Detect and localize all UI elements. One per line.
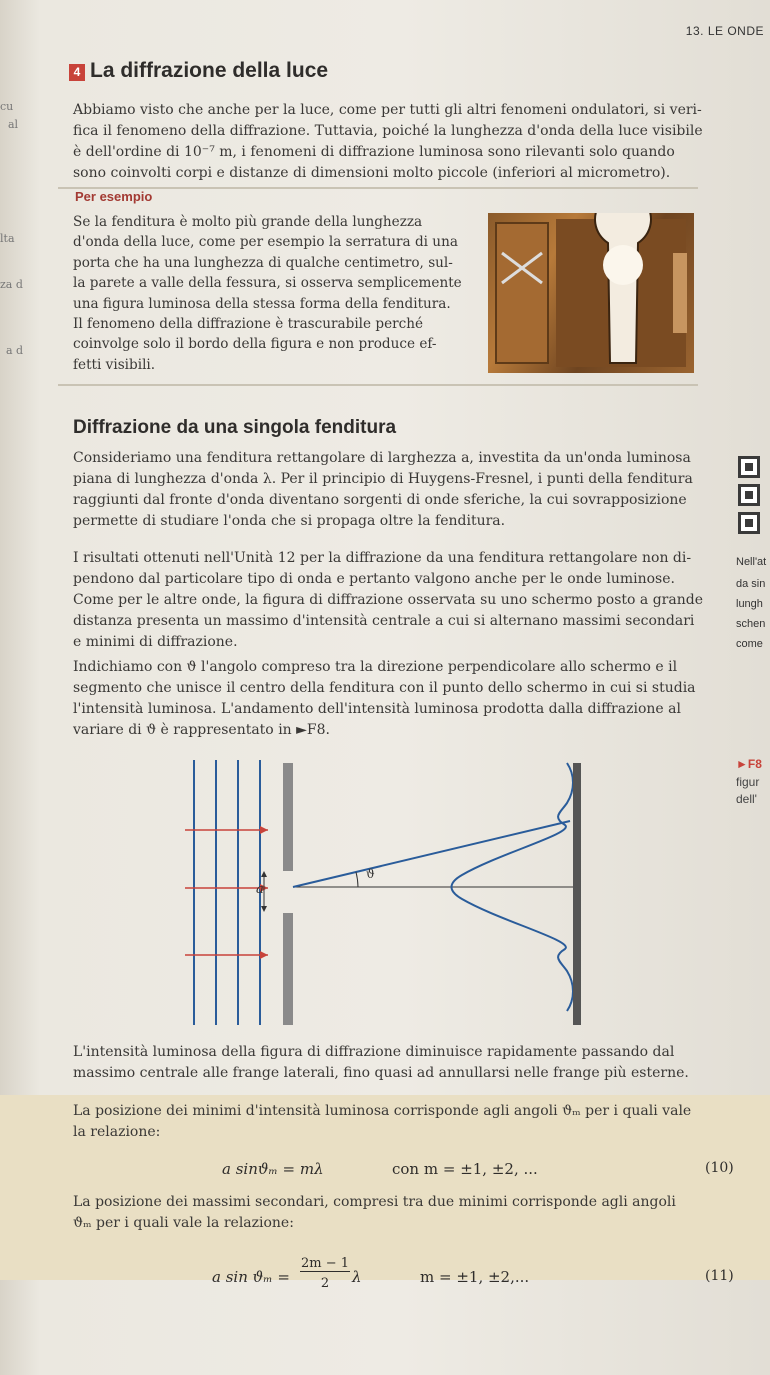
text-line: coinvolge solo il bordo della figura e non produce ef- [73, 336, 437, 353]
formula-maxima-condition: m = ±1, ±2,... [420, 1268, 530, 1286]
text-line: permette di studiare l'onda che si propaga oltre la fenditura. [73, 513, 506, 529]
diffraction-diagram [180, 755, 620, 1030]
figure-caption-line: dell' [736, 792, 757, 806]
section-title: La diffrazione della luce [90, 59, 329, 82]
qr-icon[interactable] [738, 512, 760, 534]
margin-fragment: al [8, 118, 19, 131]
chapter-header: 13. LE ONDE [685, 24, 764, 38]
text-line: I risultati ottenuti nell'Unità 12 per la diffrazione da una fenditura rettangolare non di- [73, 550, 692, 566]
text-line: e minimi di diffrazione. [73, 634, 238, 650]
figure-ref: ►F8 [736, 757, 762, 771]
equation-number: (11) [705, 1268, 734, 1284]
text-line: La posizione dei minimi d'intensità luminosa corrisponde agli angoli ϑₘ per i quali vale [73, 1103, 692, 1119]
text-line: variare di ϑ è rappresentato in ►F8. [73, 722, 330, 738]
formula-maxima-right: λ [352, 1268, 362, 1286]
text-line: ϑₘ per i quali vale la relazione: [73, 1215, 294, 1231]
screen [573, 763, 581, 1025]
side-note: da sin [736, 578, 766, 590]
formula-maxima-left: a sin ϑₘ = [212, 1268, 290, 1286]
side-note: Nell'at [736, 556, 767, 568]
margin-fragment: lta [0, 232, 15, 245]
side-note: schen [736, 618, 766, 630]
text-line: è dell'ordine di 10⁻⁷ m, i fenomeni di diffrazione luminosa sono rilevanti solo quando [73, 144, 675, 160]
text-line: d'onda della luce, come per esempio la serratura di una [73, 234, 458, 251]
keyhole-photo [488, 213, 694, 373]
text-line: la relazione: [73, 1124, 161, 1140]
text-line: Il fenomeno della diffrazione è trascurabile perché [73, 316, 424, 333]
formula-fraction-numerator: 2m − 1 [300, 1256, 350, 1271]
qr-icon[interactable] [738, 484, 760, 506]
paragraph-huygens [73, 448, 723, 532]
figure-caption-line: figur [736, 775, 760, 789]
text-line: Come per le altre onde, la figura di diffrazione osservata su uno schermo posto a grande [73, 592, 703, 608]
text-line: L'intensità luminosa della figura di diffrazione diminuisce rapidamente passando dal [73, 1044, 675, 1060]
formula-minima: a sinϑₘ = mλ [222, 1160, 324, 1178]
equation-number: (10) [705, 1160, 734, 1176]
text-line: la parete a valle della fessura, si osserva semplicemente [73, 275, 462, 292]
minima-text [73, 1101, 743, 1143]
subsection-title: Diffrazione da una singola fenditura [73, 417, 397, 438]
text-line: Indichiamo con ϑ l'angolo compreso tra la direzione perpendicolare allo schermo e il [73, 659, 678, 675]
text-line: una figura luminosa della stessa forma della fenditura. [73, 295, 451, 312]
margin-fragment: cu [0, 100, 14, 113]
text-line: distanza presenta un massimo d'intensità centrale a cui si alternano massimi secondari [73, 613, 695, 629]
maxima-text [73, 1192, 743, 1234]
text-line: Consideriamo una fenditura rettangolare di larghezza a, investita da un'onda luminosa [73, 450, 691, 466]
qr-icon[interactable] [738, 456, 760, 478]
barrier-bottom [283, 913, 293, 1025]
text-line: sono coinvolti corpi e distanze di dimensioni molto piccole (inferiori al micrometro). [73, 165, 671, 181]
text-line: segmento che unisce il centro della fenditura con il punto dello schermo in cui si studia [73, 680, 696, 696]
formula-fraction-denominator: 2 [320, 1276, 330, 1291]
text-line: Se la fenditura è molto più grande della lunghezza [73, 214, 423, 230]
text-line: raggiunti dal fronte d'onda diventano sorgenti di onde sferiche, la cui sovrapposizione [73, 492, 687, 508]
text-line: pendono dal particolare tipo di onda e pertanto valgono anche per le onde luminose. [73, 571, 675, 587]
side-note: lungh [736, 598, 763, 610]
keyhole-image [488, 213, 694, 373]
text-line: Abbiamo visto che anche per la luce, come per tutti gli altri fenomeni ondulatori, si veri- [73, 102, 702, 118]
text-line: l'intensità luminosa. L'andamento dell'intensità luminosa prodotta dalla diffrazione al [73, 701, 681, 717]
paragraph-intensity [73, 1042, 733, 1084]
formula-minima-condition: con m = ±1, ±2, ... [392, 1160, 538, 1178]
angle-ray [293, 821, 570, 887]
paragraph-angle [73, 657, 723, 741]
angle-label: ϑ [366, 867, 375, 881]
text-line: massimo centrale alle frange laterali, fino quasi ad annullarsi nelle frange più esterne. [73, 1065, 689, 1081]
text-line: fetti visibili. [73, 356, 156, 373]
barrier-top [283, 763, 293, 871]
text-line: piana di lunghezza d'onda λ. Per il principio di Huygens-Fresnel, i punti della fenditura [73, 471, 693, 487]
text-line: fica il fenomeno della diffrazione. Tuttavia, poiché la lunghezza d'onda della luce visibile [73, 123, 703, 139]
margin-fragment: za d [0, 278, 23, 291]
text-line: La posizione dei massimi secondari, compresi tra due minimi corrisponde agli angoli [73, 1194, 676, 1210]
slit-width-label: a [256, 882, 264, 897]
text-line: porta che ha una lunghezza di qualche centimetro, sul- [73, 254, 453, 271]
margin-fragment: a d [6, 344, 24, 357]
section-number-badge: 4 [69, 64, 85, 81]
paragraph-results [73, 548, 723, 653]
example-label: Per esempio [75, 189, 153, 204]
side-note: come [736, 638, 763, 650]
example-text [73, 212, 488, 375]
intro-paragraph [73, 100, 733, 184]
